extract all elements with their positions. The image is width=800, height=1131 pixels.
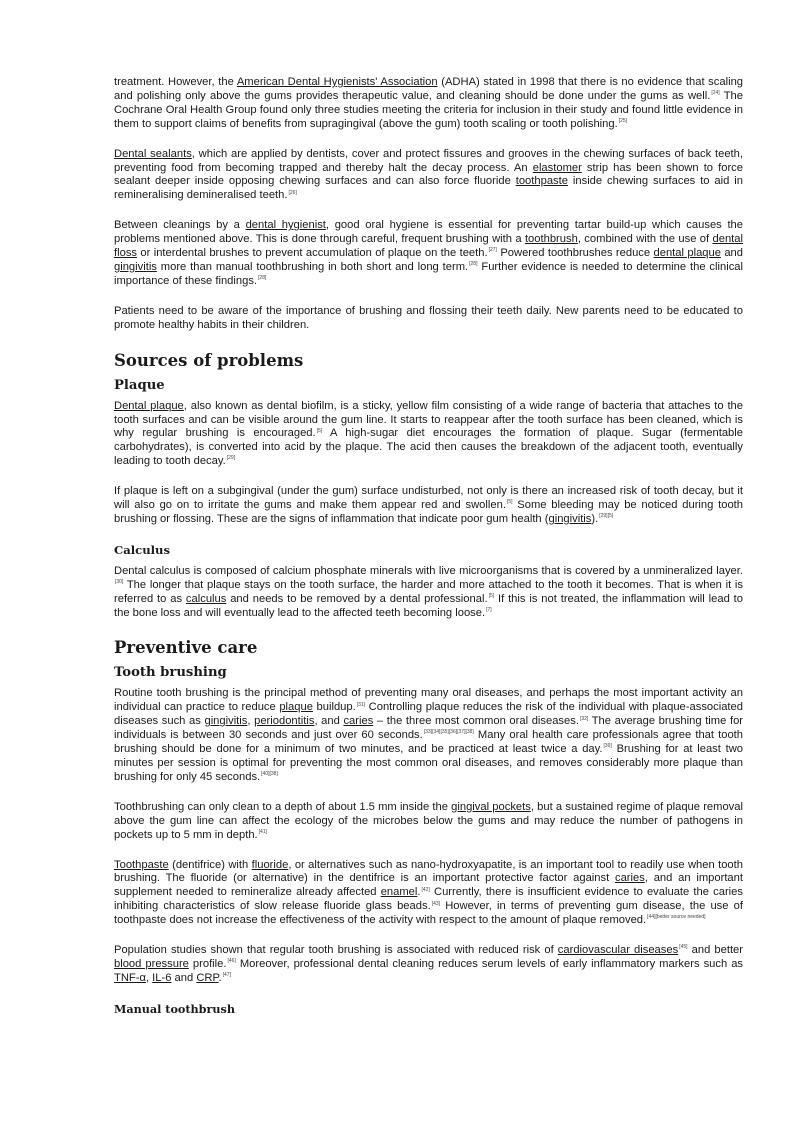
text: .: [218, 971, 222, 984]
link-dental-floss[interactable]: dental floss: [114, 233, 743, 260]
link-caries[interactable]: caries: [343, 715, 374, 728]
link-plaque[interactable]: plaque: [279, 701, 313, 714]
text: ).: [591, 512, 599, 525]
citation-ref[interactable]: [41]: [258, 828, 267, 835]
heading-tooth-brushing: Tooth brushing: [114, 665, 227, 681]
text: A high-sugar diet encourages the formation of plaque. Sugar (fermentable carbohydrates), is converted into acid by the plaque. The acid then causes the breakdown of the adjacent tooth, eventually leading to tooth decay.: [114, 427, 743, 468]
text: Currently, there is insufficient evidence to evaluate the caries inhibiting characteristics of slow release fluoride glass beads.: [114, 886, 743, 913]
link-il-6[interactable]: IL-6: [152, 971, 172, 984]
heading-calculus: Calculus: [114, 542, 170, 557]
paragraph-patients: [114, 305, 743, 333]
text: Patients need to be aware of the importance of brushing and flossing their teeth daily. New parents need to be educated to promote healthy habits in their children.: [114, 304, 743, 331]
citation-ref[interactable]: [5]: [488, 592, 495, 599]
link-gingivitis[interactable]: gingivitis: [548, 512, 592, 525]
link-adha[interactable]: American Dental Hygienists' Association: [236, 76, 438, 88]
link-caries[interactable]: caries: [614, 872, 645, 885]
text: The Cochrane Oral Health Group found only three studies meeting the criteria for inclusion in their study and found little evidence in them to support claims of benefits from supragingival (above the gum) tooth scaling or tooth polishing.: [114, 89, 743, 130]
text: If this is not treated, the inflammation will lead to the bone loss and will eventually lead to the affected teeth becoming loose.: [114, 592, 743, 619]
text: , but a sustained regime of plaque removal above the gum line can affect the ecology of the microbes below the gums and may reduce the number of pathogens in pockets up to 5 mm in depth.: [114, 800, 743, 841]
citation-ref[interactable]: [24]: [711, 90, 720, 97]
text: or interdental brushes to prevent accumulation of plaque on the teeth.: [137, 247, 488, 260]
citation-ref[interactable]: [30]: [115, 579, 124, 586]
paragraph-population-studies: [114, 944, 743, 986]
text: Toothbrushing can only clean to a depth of about 1.5 mm inside the: [114, 800, 452, 813]
citation-ref[interactable]: [5]: [316, 427, 323, 434]
text: If plaque is left on a subgingival (under the gum) surface undisturbed, not only is there an increased risk of tooth decay, but it will also go on to irritate the gums and make them appear red and swollen.: [114, 485, 743, 512]
citation-ref[interactable]: [27]: [488, 247, 497, 254]
citation-ref[interactable]: [25]: [618, 117, 628, 124]
citation-ref[interactable]: [5]: [506, 499, 513, 506]
citation-ref[interactable]: [26]: [288, 189, 297, 196]
citation-ref[interactable]: [33][34][35][36][37][38]: [423, 729, 474, 736]
text: Routine tooth brushing is the principal method of preventing many oral diseases, and perhaps the most important activity an individual can practice to reduce: [114, 687, 743, 714]
text: profile.: [188, 957, 227, 970]
text: , or alternatives such as nano-hydroxyapatite, is an important tool to readily use when tooth brushing. The fluoride (or alternative) in the dentifrice is an important protective factor against: [114, 858, 743, 885]
text: and: [720, 247, 743, 260]
text: more than manual toothbrushing in both short and long term.: [156, 260, 469, 273]
citation-ref[interactable]: [39]: [603, 743, 612, 750]
link-dental-hygienist[interactable]: dental hygienist: [245, 219, 326, 232]
citation-ref[interactable]: [28]: [469, 261, 478, 268]
link-blood-pressure[interactable]: blood pressure: [114, 957, 189, 970]
link-toothbrush[interactable]: toothbrush: [524, 233, 578, 246]
link-enamel[interactable]: enamel: [380, 886, 418, 899]
text: , and: [314, 715, 344, 728]
citation-ref[interactable]: [28]: [258, 275, 267, 282]
link-periodontitis[interactable]: periodontitis: [254, 715, 315, 728]
text: The longer that plaque stays on the tooth surface, the harder and more attached to the tooth it becomes. That is when it is referred to as: [114, 578, 743, 605]
link-gingivitis[interactable]: gingivitis: [114, 260, 157, 273]
text: Population studies shown that regular tooth brushing is associated with reduced risk of: [114, 944, 558, 957]
citation-ref[interactable]: [32]: [579, 715, 589, 722]
link-fluoride[interactable]: fluoride: [251, 858, 289, 871]
text: Dental calculus is composed of calcium phosphate minerals with live microorganisms that is covered by a unmineralized layer.: [114, 564, 743, 577]
link-crp[interactable]: CRP: [196, 971, 219, 984]
text: However, in terms of preventing gum disease, the use of toothpaste does not increase the effectiveness of the activity with respect to the amount of plaque removed.: [114, 900, 744, 927]
text: and better: [687, 944, 743, 957]
text: Some bleeding may be noticed during tooth brushing or flossing. These are the signs of inflammation that indicate poor gum health (: [114, 499, 743, 525]
citation-ref[interactable]: [44][better source needed]: [647, 914, 706, 921]
paragraph-toothpaste: [114, 859, 743, 929]
link-toothpaste[interactable]: Toothpaste: [114, 858, 169, 871]
article-body: [114, 76, 743, 1017]
text: Further evidence is needed to determine the clinical importance of these findings.: [114, 260, 743, 287]
text: , combined with the use of: [577, 233, 713, 246]
heading-manual-toothbrush: Manual toothbrush: [114, 1001, 235, 1016]
citation-ref[interactable]: [46]: [227, 958, 236, 965]
citation-ref[interactable]: [40][38]: [261, 771, 278, 778]
citation-ref[interactable]: [47]: [222, 972, 231, 979]
link-elastomer[interactable]: elastomer: [532, 161, 582, 174]
citation-ref[interactable]: [29][5]: [599, 513, 614, 520]
link-gingival-pockets[interactable]: gingival pockets: [451, 800, 531, 813]
paragraph-calculus: [114, 565, 743, 621]
text: (dentifrice) with: [168, 858, 252, 871]
paragraph-routine-brushing: [114, 687, 743, 784]
text: The average brushing time for individuals is between 30 seconds and just over 60 seconds.: [114, 715, 744, 742]
text: ,: [145, 971, 153, 984]
link-calculus[interactable]: calculus: [185, 592, 227, 605]
link-tnf-alpha[interactable]: TNF-α: [114, 971, 146, 984]
text: Controlling plaque reduces the risk of the individual with plaque-associated diseases such as: [114, 701, 743, 728]
text: Powered toothbrushes reduce: [496, 247, 654, 260]
paragraph-scaling: [114, 76, 743, 132]
text: , good oral hygiene is essential for preventing tartar build-up which causes the problems mentioned above. This is done through careful, frequent brushing with a: [114, 219, 743, 246]
paragraph-cleanings: [114, 219, 743, 289]
citation-ref[interactable]: [45]: [679, 944, 688, 951]
heading-preventive-care: Preventive care: [114, 638, 258, 658]
paragraph-sealants: [114, 148, 743, 204]
text: buildup.: [312, 701, 356, 714]
heading-sources-of-problems: Sources of problems: [114, 350, 304, 370]
text: Many oral health care professionals agree that tooth brushing should be done for a minimum of two minutes, and be practiced at least twice a day.: [114, 729, 744, 756]
link-dental-sealants[interactable]: Dental sealants: [114, 147, 192, 160]
link-dental-plaque[interactable]: dental plaque: [653, 247, 721, 260]
citation-ref[interactable]: [31]: [356, 701, 366, 708]
paragraph-pocket-depth: [114, 801, 743, 843]
paragraph-plaque: [114, 400, 743, 470]
citation-ref[interactable]: [42]: [421, 886, 430, 893]
text: Brushing for at least two minutes per session is optimal for preventing the most common oral diseases, and removes considerably more plaque than brushing for only 45 seconds.: [114, 743, 744, 783]
text: , and an important supplement needed to remineralize already affected: [114, 872, 743, 899]
heading-plaque: Plaque: [114, 377, 165, 393]
link-dental-plaque[interactable]: Dental plaque: [114, 399, 184, 412]
text: strip has been shown to force sealant deeper inside opposing chewing surfaces and can also force fluoride: [114, 161, 743, 188]
paragraph-subgingival: [114, 485, 743, 527]
text: – the three most common oral diseases.: [373, 715, 579, 728]
citation-ref[interactable]: [7]: [486, 606, 492, 613]
text: ,: [247, 715, 255, 728]
link-cardiovascular-diseases[interactable]: cardiovascular diseases: [557, 944, 679, 957]
text: and: [171, 971, 197, 984]
text: Between cleanings by a: [114, 219, 246, 232]
text: (ADHA) stated in 1998 that there is no evidence that scaling and polishing only above the gums provides therapeutic value, and cleaning should be done under the gums as well.: [114, 76, 744, 102]
text: .: [417, 886, 421, 899]
text: , also known as dental biofilm, is a sticky, yellow film consisting of a wide range of bacteria that attaches to the tooth surfaces and can be visible around the gum line. It starts to reappear after the tooth surface has been cleaned, which is why regular brushing is encouraged.: [114, 399, 743, 440]
text: and needs to be removed by a dental professional.: [226, 592, 488, 605]
citation-ref[interactable]: [29]: [226, 455, 236, 462]
citation-ref[interactable]: [43]: [431, 900, 441, 907]
text: treatment. However, the: [114, 76, 237, 88]
text: Moreover, professional dental cleaning reduces serum levels of early inflammatory markers such as: [235, 957, 744, 970]
link-toothpaste[interactable]: toothpaste: [515, 175, 568, 188]
text: , which are applied by dentists, cover and protect fissures and grooves in the chewing surfaces of back teeth, preventing food from becoming trapped and thereby halt the decay process. An: [114, 147, 743, 174]
text: inside chewing surfaces to aid in remineralising demineralised teeth.: [114, 175, 743, 202]
link-gingivitis[interactable]: gingivitis: [204, 715, 248, 728]
